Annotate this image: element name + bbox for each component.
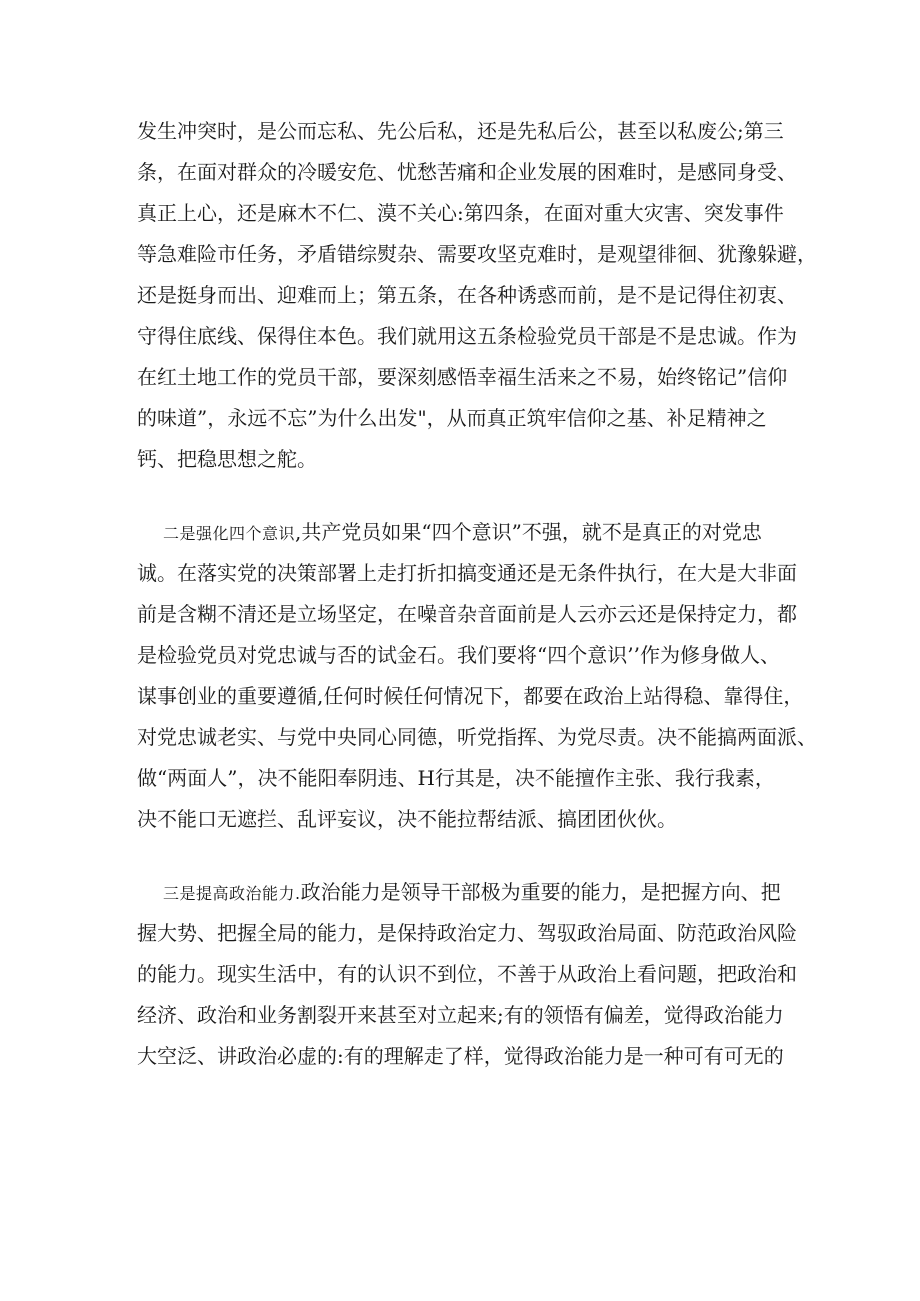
text-line: 决不能口无遮拦、乱评妄议，决不能拉帮结派、搞团团伙伙。 [137, 807, 677, 831]
text-line: 发生冲突时，是公而忘私、先公后私，还是先私后公，甚至以私废公;第三 [137, 119, 784, 143]
paragraph-gap [137, 840, 797, 872]
text-line: 做“两面人”，决不能阳奉阴违、H行其是，决不能擅作主张、我行我素， [137, 766, 775, 790]
text-line: 等急难险市任务，矛盾错综熨杂、需要攻坚克难时，是观望徘徊、犹豫躲避， [137, 242, 817, 266]
text-line: 还是挺身而出、迎难而上；第五条，在各种诱惑而前，是不是记得住初衷、 [137, 283, 797, 307]
text-line-first [137, 512, 797, 553]
text-line: 对党忠诚老实、与党中央同心同德，听党指挥、为党尽责。决不能搞两面派、 [137, 725, 817, 749]
text-line: 条，在面对群众的冷暖安危、忧愁苦痛和企业发展的困难时，是感同身受、 [137, 160, 797, 184]
paragraph-3 [137, 872, 797, 1077]
paragraph-gap [137, 480, 797, 512]
text-line: 握大势、把握全局的能力，是保持政治定力、驾驭政治局面、防范政治风险 [137, 921, 797, 945]
text-line: 谋事创业的重要遵循,任何时候任何情况下，都要在政治上站得稳、靠得住， [137, 684, 804, 708]
text-segment: 政治能力是领导干部极为重要的能力，是把握方向、把 [300, 880, 781, 904]
paragraph-lead: 二是强化四个意识 [163, 524, 296, 543]
text-line: 的味道”，永远不忘”为什么出发"，从而真正筑牢信仰之基、补足精神之 [137, 406, 767, 430]
text-line: 钙、把稳思想之舵。 [137, 447, 317, 471]
text-line: 经济、政治和业务割裂开来甚至对立起来;有的领悟有偏差，觉得政治能力 [137, 1003, 784, 1027]
document-body [137, 111, 817, 1077]
text-line: 诚。在落实党的决策部署上走打折扣搞变通还是无条件执行，在大是大非面 [137, 561, 797, 585]
text-segment: ,共产党员如果“四个意识”不强，就不是真正的对党忠 [295, 520, 762, 544]
text-line: 大空泛、讲政治必虚的:有的理解走了样，觉得政治能力是一种可有可无的 [137, 1044, 784, 1068]
text-line-first [137, 872, 797, 913]
text-line: 的能力。现实生活中，有的认识不到位，不善于从政治上看问题，把政治和 [137, 962, 797, 986]
text-line: 是检验党员对党忠诚与否的试金石。我们要将“四个意识’’作为修身做人、 [137, 643, 780, 667]
text-line: 真正上心，还是麻木不仁、漠不关心:第四条，在面对重大灾害、突发事件 [137, 201, 784, 225]
paragraph-lead: 三是提高政治能力. [163, 884, 301, 903]
text-line: 在红土地工作的党员干部，要深刻感悟幸福生活来之不易，始终铭记”信仰 [137, 365, 788, 389]
text-line: 守得住底线、保得住本色。我们就用这五条检验党员干部是不是忠诚。作为 [137, 324, 797, 348]
text-line: 前是含糊不清还是立场坚定，在噪音杂音面前是人云亦云还是保持定力，都 [137, 602, 797, 626]
paragraph-1 [137, 111, 817, 480]
paragraph-2 [137, 512, 817, 840]
